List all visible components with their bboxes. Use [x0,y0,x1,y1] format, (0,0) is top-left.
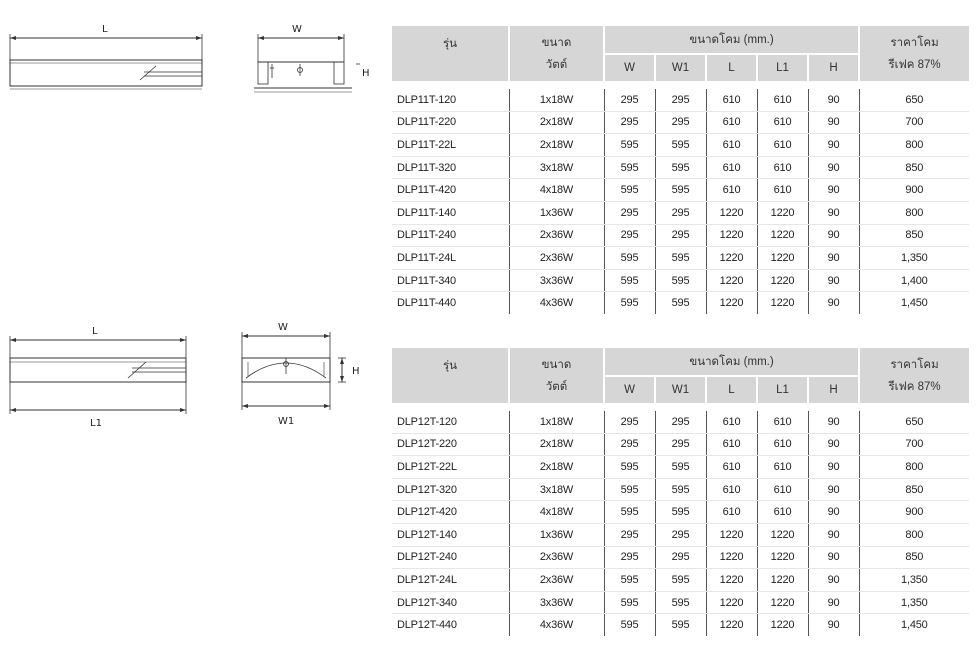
table-row [392,224,969,247]
cell-h: 90 [808,156,859,179]
cell-wattage: 2x18W [509,134,604,157]
bottom-front-label-w: W [278,322,288,333]
cell-w: 595 [604,134,655,157]
cell-l: 1220 [706,201,757,224]
cell-l1: 610 [757,179,808,202]
cell-w1: 595 [655,134,706,157]
cell-w1: 595 [655,478,706,501]
cell-wattage: 4x18W [509,501,604,524]
cell-l1: 1220 [757,591,808,614]
cell-h: 90 [808,411,859,433]
cell-l: 1220 [706,224,757,247]
header-wattage: ขนาด วัตต์ [509,348,604,403]
cell-wattage: 2x18W [509,111,604,134]
header-dimensions: ขนาดโคม (mm.) [604,348,859,376]
cell-w1: 595 [655,247,706,270]
table-row [392,179,969,202]
cell-l: 1220 [706,569,757,592]
cell-l: 1220 [706,523,757,546]
cell-price: 1,350 [859,247,969,270]
cell-model: DLP11T-420 [392,179,509,202]
cell-w: 295 [604,111,655,134]
cell-wattage: 2x36W [509,224,604,247]
cell-price: 650 [859,89,969,111]
cell-model: DLP12T-22L [392,456,509,479]
cell-l1: 610 [757,501,808,524]
cell-l1: 610 [757,134,808,157]
header-price: ราคาโคม รีเฟค 87% [859,26,969,81]
table-row [392,501,969,524]
cell-wattage: 2x36W [509,546,604,569]
bottom-side-label-l1: L1 [90,418,102,429]
cell-l1: 610 [757,411,808,433]
cell-wattage: 4x36W [509,614,604,636]
cell-price: 800 [859,134,969,157]
cell-wattage: 2x36W [509,247,604,270]
cell-w: 595 [604,456,655,479]
cell-wattage: 1x36W [509,201,604,224]
cell-w: 295 [604,433,655,456]
cell-l1: 1220 [757,201,808,224]
cell-w: 595 [604,179,655,202]
cell-model: DLP12T-420 [392,501,509,524]
cell-wattage: 1x18W [509,411,604,433]
cell-price: 1,350 [859,569,969,592]
table-row [392,569,969,592]
header-w: W [604,54,655,81]
table-row [392,591,969,614]
cell-l1: 1220 [757,224,808,247]
cell-h: 90 [808,111,859,134]
cell-l1: 610 [757,111,808,134]
cell-price: 850 [859,546,969,569]
header-l: L [706,376,757,403]
cell-w1: 295 [655,224,706,247]
header-h: H [808,376,859,403]
cell-h: 90 [808,224,859,247]
cell-model: DLP11T-320 [392,156,509,179]
cell-wattage: 2x18W [509,433,604,456]
cell-l1: 1220 [757,247,808,270]
cell-w: 295 [604,224,655,247]
cell-wattage: 3x36W [509,269,604,292]
cell-w1: 595 [655,156,706,179]
cell-l: 610 [706,501,757,524]
cell-l1: 610 [757,156,808,179]
cell-w: 595 [604,501,655,524]
cell-w1: 295 [655,433,706,456]
cell-w1: 595 [655,179,706,202]
table-row [392,269,969,292]
table-row [392,201,969,224]
header-l1: L1 [757,54,808,81]
header-w1: W1 [655,54,706,81]
cell-w: 595 [604,269,655,292]
cell-w: 295 [604,411,655,433]
cell-model: DLP11T-22L [392,134,509,157]
table-row [392,456,969,479]
cell-price: 850 [859,478,969,501]
spec-table-dlp11t [392,26,969,314]
cell-l1: 610 [757,433,808,456]
cell-w1: 295 [655,546,706,569]
cell-price: 900 [859,501,969,524]
header-model: รุ่น [392,26,509,81]
top-side-view-drawing [4,18,214,98]
cell-l1: 610 [757,89,808,111]
table-row [392,411,969,433]
cell-l: 1220 [706,247,757,270]
cell-l: 1220 [706,546,757,569]
table-row [392,292,969,314]
cell-w: 595 [604,156,655,179]
header-h: H [808,54,859,81]
table-row [392,156,969,179]
cell-h: 90 [808,433,859,456]
header-model: รุ่น [392,348,509,403]
cell-w1: 295 [655,523,706,546]
cell-l1: 1220 [757,546,808,569]
cell-wattage: 3x36W [509,591,604,614]
bottom-side-view-drawing [4,322,214,432]
cell-model: DLP11T-440 [397,297,456,310]
cell-l: 610 [706,111,757,134]
cell-price: 1,450 [859,614,969,636]
cell-model: DLP12T-320 [392,478,509,501]
cell-price: 1,400 [859,269,969,292]
cell-h: 90 [808,269,859,292]
cell-l1: 1220 [757,523,808,546]
cell-model: DLP12T-120 [392,411,509,433]
cell-price: 900 [859,179,969,202]
cell-w: 595 [604,614,655,636]
cell-h: 90 [808,134,859,157]
cell-l: 610 [706,89,757,111]
cell-wattage: 1x36W [509,523,604,546]
cell-price: 800 [859,201,969,224]
cell-model: DLP11T-120 [392,89,509,111]
cell-w1: 295 [655,201,706,224]
cell-l: 610 [706,134,757,157]
table-row [392,247,969,270]
cell-wattage: 3x18W [509,478,604,501]
cell-price: 850 [859,224,969,247]
cell-model: DLP12T-24L [392,569,509,592]
cell-model: DLP12T-140 [392,523,509,546]
cell-l: 1220 [706,614,757,636]
bottom-side-label-l: L [92,326,98,337]
table-row [392,111,969,134]
table-body [392,81,969,314]
cell-h: 90 [808,247,859,270]
cell-w1: 295 [655,89,706,111]
cell-price: 800 [859,456,969,479]
cell-wattage: 4x36W [509,292,604,314]
table-body [392,403,969,636]
cell-model: DLP11T-240 [392,224,509,247]
cell-h: 90 [808,478,859,501]
bottom-front-view-drawing [238,318,378,428]
cell-l: 1220 [706,292,757,314]
table-row [392,614,969,636]
top-side-label-l: L [102,24,108,35]
cell-w: 595 [604,569,655,592]
table-row [392,433,969,456]
cell-model: DLP12T-340 [392,591,509,614]
cell-h: 90 [808,501,859,524]
cell-wattage: 1x18W [509,89,604,111]
header-l: L [706,54,757,81]
cell-l: 610 [706,456,757,479]
header-price: ราคาโคม รีเฟค 87% [859,348,969,403]
cell-price: 850 [859,156,969,179]
cell-w: 595 [604,591,655,614]
cell-l1: 610 [757,456,808,479]
cell-wattage: 3x18W [509,156,604,179]
cell-wattage: 2x18W [509,456,604,479]
cell-h: 90 [808,179,859,202]
table-row [392,89,969,111]
cell-h: 90 [808,201,859,224]
cell-w1: 595 [655,456,706,479]
top-front-view-drawing [248,18,378,103]
cell-l: 610 [706,433,757,456]
cell-w: 295 [604,523,655,546]
cell-h: 90 [808,546,859,569]
header-w1: W1 [655,376,706,403]
cell-h: 90 [808,614,859,636]
cell-l: 610 [706,156,757,179]
cell-w1: 595 [655,614,706,636]
bottom-front-label-w1: W1 [278,416,295,427]
cell-w1: 295 [655,411,706,433]
cell-h: 90 [808,591,859,614]
cell-price: 650 [859,411,969,433]
cell-h: 90 [808,89,859,111]
cell-l1: 1220 [757,269,808,292]
cell-w: 295 [604,546,655,569]
cell-price: 700 [859,111,969,134]
cell-price: 700 [859,433,969,456]
table-row [392,478,969,501]
cell-model: DLP11T-24L [392,247,509,270]
cell-w: 595 [604,478,655,501]
cell-w1: 595 [655,292,706,314]
cell-model: DLP11T-220 [392,111,509,134]
cell-w: 595 [604,247,655,270]
cell-wattage: 2x36W [509,569,604,592]
header-l1: L1 [757,376,808,403]
cell-w1: 595 [655,269,706,292]
bottom-front-label-h: H [352,366,360,377]
cell-l1: 610 [757,478,808,501]
header-wattage: ขนาด วัตต์ [509,26,604,81]
spec-table-dlp12t [392,348,969,636]
cell-w1: 595 [655,501,706,524]
cell-w1: 595 [655,591,706,614]
cell-h: 90 [808,569,859,592]
table-row [392,134,969,157]
cell-w: 295 [604,201,655,224]
cell-h: 90 [808,523,859,546]
cell-l: 1220 [706,591,757,614]
top-front-label-h: H [362,68,370,79]
cell-l: 1220 [706,269,757,292]
top-front-label-w: W [292,24,302,35]
cell-w: 295 [604,89,655,111]
cell-h: 90 [808,456,859,479]
cell-h: 90 [808,292,859,314]
cell-wattage: 4x18W [509,179,604,202]
cell-w1: 595 [655,569,706,592]
cell-model: DLP12T-220 [392,433,509,456]
cell-l: 610 [706,411,757,433]
header-dimensions: ขนาดโคม (mm.) [604,26,859,54]
cell-l1: 1220 [757,569,808,592]
cell-l: 610 [706,478,757,501]
cell-model: DLP11T-140 [392,201,509,224]
cell-model: DLP12T-440 [397,619,457,632]
cell-price: 1,350 [859,591,969,614]
cell-l1: 1220 [757,614,808,636]
cell-price: 1,450 [859,292,969,314]
cell-model: DLP12T-240 [392,546,509,569]
table-row [392,546,969,569]
header-w: W [604,376,655,403]
table-row [392,523,969,546]
cell-l1: 1220 [757,292,808,314]
cell-w1: 295 [655,111,706,134]
cell-l: 610 [706,179,757,202]
cell-price: 800 [859,523,969,546]
cell-model: DLP11T-340 [392,269,509,292]
cell-w: 595 [604,292,655,314]
